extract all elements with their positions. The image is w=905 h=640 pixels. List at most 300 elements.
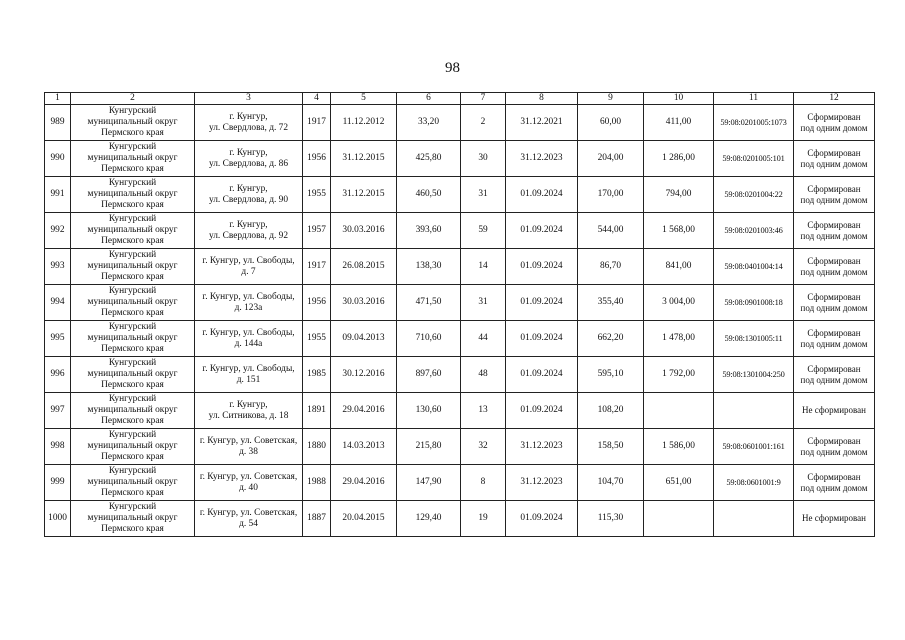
cell-line: Сформирован [807,292,861,303]
column-header-5: 5 [331,93,397,105]
cell-number [45,141,71,177]
cell-line: д. 7 [241,266,256,277]
cell-line: ул. Свердлова, д. 92 [208,230,289,241]
cell-line: под одним домом [800,374,868,385]
table-row [45,105,875,141]
cell-municipality [71,285,195,321]
cell-area [397,105,461,141]
cell-line: 1 286,00 [662,153,695,164]
cell-line: 1985 [307,369,326,380]
cell-line: 59:08:1301005:11 [724,333,783,343]
cell-line: под одним домом [800,230,868,241]
cell-line: 59:08:0201004:22 [724,189,783,199]
cell-date-recognized [331,465,397,501]
cell-line: 710,60 [415,333,442,344]
cell-year-built [303,501,331,537]
cell-area [397,465,461,501]
table-row [45,465,875,501]
cell-plot-area [644,393,714,429]
cell-line: ул. Ситникова, д. 18 [208,410,289,421]
cell-line: Кунгурский [108,502,157,513]
cell-plot-status [794,105,875,141]
cell-area [397,429,461,465]
cell-line: 147,90 [415,477,442,488]
cell-line: 2 [480,117,486,128]
cell-line: муниципальный округ [87,153,178,164]
cell-line: г. Кунгур, ул. Советская, [199,471,298,482]
cell-land-area [578,429,644,465]
cell-line: 1957 [307,225,326,236]
cell-line: 86,70 [599,261,622,272]
cell-line: 1 792,00 [662,369,695,380]
cell-line: муниципальный округ [87,333,178,344]
cell-cadastral-number [714,249,794,285]
cell-plot-status [794,501,875,537]
column-header-7: 7 [461,93,506,105]
cell-line: 108,20 [597,405,624,416]
cell-line: ул. Свердлова, д. 86 [208,158,289,169]
cell-line: Не сформирован [802,513,866,524]
cell-line: 59:08:1301004:250 [722,369,785,379]
cell-number [45,285,71,321]
cell-line: 215,80 [415,441,442,452]
cell-planned-date [506,141,578,177]
page-number: 98 [445,60,460,76]
cell-line: г. Кунгур, ул. Советская, [199,507,298,518]
cell-plot-area [644,357,714,393]
table-row [45,141,875,177]
cell-residents [461,105,506,141]
cell-plot-status [794,321,875,357]
cell-planned-date [506,249,578,285]
cell-line: 1988 [307,477,326,488]
cell-line: 60,00 [599,117,622,128]
cell-line: 31 [478,297,488,308]
cell-line: 31.12.2015 [342,189,385,200]
cell-planned-date [506,213,578,249]
cell-address [195,501,303,537]
cell-residents [461,213,506,249]
cell-land-area [578,465,644,501]
cell-year-built [303,141,331,177]
cell-area [397,285,461,321]
cell-line: 09.04.2013 [342,333,385,344]
cell-date-recognized [331,213,397,249]
cell-plot-status [794,285,875,321]
cell-municipality [71,393,195,429]
cell-line: 19 [478,513,488,524]
table-header [45,93,875,105]
cell-line: г. Кунгур, [229,219,268,230]
cell-plot-area [644,501,714,537]
cell-number [45,465,71,501]
cell-cadastral-number [714,357,794,393]
cell-number [45,177,71,213]
cell-land-area [578,213,644,249]
cell-planned-date [506,465,578,501]
cell-line: 992 [50,225,65,236]
cell-area [397,321,461,357]
cell-line: 1891 [307,405,326,416]
cell-line: под одним домом [800,158,868,169]
cell-plot-status [794,141,875,177]
cell-date-recognized [331,357,397,393]
cell-planned-date [506,285,578,321]
cell-cadastral-number [714,429,794,465]
cell-line: 29.04.2016 [342,477,385,488]
cell-line: 651,00 [665,477,692,488]
cell-line: 01.09.2024 [520,333,563,344]
cell-cadastral-number [714,213,794,249]
cell-line: 999 [50,477,65,488]
cell-address [195,177,303,213]
cell-municipality [71,141,195,177]
cell-municipality [71,429,195,465]
cell-area [397,249,461,285]
cell-line: муниципальный округ [87,441,178,452]
cell-line: 01.09.2024 [520,261,563,272]
cell-line: 30.12.2016 [342,369,385,380]
cell-year-built [303,213,331,249]
cell-plot-area [644,465,714,501]
cell-line: 14 [478,261,488,272]
cell-line: Пермского края [101,487,164,498]
cell-land-area [578,141,644,177]
cell-line: 990 [50,153,65,164]
cell-line: д. 54 [239,518,258,529]
table-row [45,429,875,465]
cell-line: под одним домом [800,122,868,133]
cell-residents [461,357,506,393]
cell-line: 989 [50,117,65,128]
cell-date-recognized [331,285,397,321]
cell-line: Кунгурский [108,286,157,297]
cell-line: г. Кунгур, [229,183,268,194]
cell-plot-area [644,177,714,213]
cell-line: под одним домом [800,446,868,457]
cell-line: 994 [50,297,65,308]
cell-line: 29.04.2016 [342,405,385,416]
cell-line: 471,50 [415,297,442,308]
cell-line: 1887 [307,513,326,524]
cell-line: 1955 [307,333,326,344]
cell-area [397,177,461,213]
cell-year-built [303,177,331,213]
cell-line: муниципальный округ [87,261,178,272]
cell-cadastral-number [714,177,794,213]
cell-date-recognized [331,321,397,357]
cell-line: 129,40 [415,513,442,524]
cell-line: 30 [478,153,488,164]
cell-cadastral-number [714,141,794,177]
cell-line: Кунгурский [108,106,157,117]
cell-area [397,213,461,249]
cell-line: 130,60 [415,405,442,416]
cell-line: 59:08:0901008:18 [724,297,783,307]
cell-line: ул. Свердлова, д. 72 [208,122,289,133]
cell-plot-status [794,249,875,285]
cell-line: 26.08.2015 [342,261,385,272]
cell-cadastral-number [714,501,794,537]
cell-line: 01.09.2024 [520,297,563,308]
cell-address [195,285,303,321]
cell-line: 1956 [307,297,326,308]
cell-line: Сформирован [807,148,861,159]
cell-line: Кунгурский [108,430,157,441]
cell-municipality [71,501,195,537]
cell-line: под одним домом [800,266,868,277]
cell-land-area [578,393,644,429]
table-row [45,393,875,429]
cell-residents [461,177,506,213]
cell-line: под одним домом [800,338,868,349]
cell-number [45,357,71,393]
cell-planned-date [506,501,578,537]
cell-year-built [303,105,331,141]
cell-line: муниципальный округ [87,117,178,128]
cell-line: Кунгурский [108,178,157,189]
cell-municipality [71,249,195,285]
column-header-8: 8 [506,93,578,105]
table-row [45,177,875,213]
cell-line: 33,20 [417,117,440,128]
cell-year-built [303,321,331,357]
cell-line: г. Кунгур, [229,399,268,410]
cell-date-recognized [331,393,397,429]
cell-line: 355,40 [597,297,624,308]
cell-year-built [303,249,331,285]
cell-plot-status [794,465,875,501]
cell-line: 01.09.2024 [520,189,563,200]
cell-address [195,393,303,429]
cell-area [397,141,461,177]
cell-line: 995 [50,333,65,344]
cell-line: 20.04.2015 [342,513,385,524]
cell-line: Пермского края [101,235,164,246]
cell-address [195,249,303,285]
cell-plot-status [794,213,875,249]
cell-line: 544,00 [597,225,624,236]
cell-cadastral-number [714,465,794,501]
cell-line: Пермского края [101,379,164,390]
cell-line: 425,80 [415,153,442,164]
cell-line: 31.12.2023 [520,441,563,452]
cell-line: 59:08:0601001:9 [726,477,781,487]
cell-line: д. 144а [234,338,263,349]
cell-line: Кунгурский [108,250,157,261]
cell-line: 01.09.2024 [520,225,563,236]
cell-line: 1000 [48,513,67,524]
cell-line: 138,30 [415,261,442,272]
cell-number [45,501,71,537]
cell-planned-date [506,177,578,213]
cell-line: 104,70 [597,477,624,488]
cell-line: 1 478,00 [662,333,695,344]
cell-line: г. Кунгур, [229,111,268,122]
table-body [45,105,875,537]
cell-line: Сформирован [807,472,861,483]
cell-residents [461,321,506,357]
table-row [45,501,875,537]
cell-line: Пермского края [101,307,164,318]
cell-line: 170,00 [597,189,624,200]
cell-line: Сформирован [807,436,861,447]
cell-address [195,321,303,357]
cell-municipality [71,213,195,249]
cell-line: муниципальный округ [87,405,178,416]
table-row [45,321,875,357]
cell-line: 32 [478,441,488,452]
cell-line: д. 38 [239,446,258,457]
cell-line: Не сформирован [802,405,866,416]
cell-line: 1880 [307,441,326,452]
cell-municipality [71,357,195,393]
cell-plot-area [644,429,714,465]
cell-date-recognized [331,501,397,537]
cell-line: г. Кунгур, ул. Свободы, [202,255,295,266]
cell-line: под одним домом [800,482,868,493]
cell-line: 841,00 [665,261,692,272]
cell-line: Сформирован [807,256,861,267]
cell-planned-date [506,429,578,465]
cell-line: Пермского края [101,523,164,534]
column-header-10: 10 [644,93,714,105]
cell-line: 30.03.2016 [342,225,385,236]
cell-line: Пермского края [101,271,164,282]
cell-line: 8 [480,477,486,488]
cell-line: муниципальный округ [87,225,178,236]
cell-line: 996 [50,369,65,380]
cell-area [397,393,461,429]
cell-line: 31 [478,189,488,200]
cell-municipality [71,105,195,141]
cell-residents [461,249,506,285]
cell-line: г. Кунгур, ул. Свободы, [202,291,295,302]
cell-residents [461,465,506,501]
cell-date-recognized [331,249,397,285]
cell-line: 662,20 [597,333,624,344]
cell-line: 158,50 [597,441,624,452]
cell-date-recognized [331,177,397,213]
cell-number [45,249,71,285]
cell-line: Пермского края [101,199,164,210]
cell-line: 1956 [307,153,326,164]
cell-plot-area [644,321,714,357]
table-row [45,357,875,393]
table-row [45,213,875,249]
cell-plot-status [794,357,875,393]
cell-line: 01.09.2024 [520,405,563,416]
cell-line: 31.12.2023 [520,477,563,488]
housing-table [44,92,875,537]
cell-line: Пермского края [101,127,164,138]
cell-address [195,105,303,141]
cell-address [195,465,303,501]
cell-land-area [578,105,644,141]
cell-plot-area [644,285,714,321]
cell-line: Сформирован [807,364,861,375]
cell-number [45,321,71,357]
cell-line: муниципальный округ [87,189,178,200]
cell-planned-date [506,357,578,393]
cell-line: 993 [50,261,65,272]
cell-land-area [578,321,644,357]
cell-line: 59:08:0401004:14 [724,261,783,271]
cell-line: 14.03.2013 [342,441,385,452]
cell-number [45,393,71,429]
cell-line: Кунгурский [108,466,157,477]
cell-cadastral-number [714,285,794,321]
cell-line: 30.03.2016 [342,297,385,308]
cell-line: 3 004,00 [662,297,695,308]
cell-line: 31.12.2015 [342,153,385,164]
cell-line: 794,00 [665,189,692,200]
cell-year-built [303,357,331,393]
cell-area [397,357,461,393]
cell-address [195,141,303,177]
cell-line: 44 [478,333,488,344]
cell-line: 59:08:0201003:46 [724,225,783,235]
column-header-3: 3 [195,93,303,105]
cell-plot-status [794,393,875,429]
cell-number [45,105,71,141]
cell-line: Пермского края [101,163,164,174]
cell-line: 1917 [307,117,326,128]
cell-line: 31.12.2021 [520,117,563,128]
cell-planned-date [506,105,578,141]
cell-line: 204,00 [597,153,624,164]
column-header-1: 1 [45,93,71,105]
cell-residents [461,393,506,429]
cell-line: 115,30 [597,513,624,524]
cell-plot-area [644,141,714,177]
column-header-2: 2 [71,93,195,105]
cell-line: г. Кунгур, ул. Свободы, [202,327,295,338]
cell-line: Сформирован [807,220,861,231]
column-header-12: 12 [794,93,875,105]
cell-line: Сформирован [807,184,861,195]
cell-line: 997 [50,405,65,416]
table-row [45,285,875,321]
cell-planned-date [506,321,578,357]
cell-address [195,357,303,393]
cell-residents [461,429,506,465]
column-header-4: 4 [303,93,331,105]
cell-year-built [303,429,331,465]
cell-line: под одним домом [800,302,868,313]
cell-address [195,213,303,249]
column-header-11: 11 [714,93,794,105]
cell-planned-date [506,393,578,429]
cell-line: Пермского края [101,451,164,462]
cell-line: д. 40 [239,482,258,493]
cell-line: 1955 [307,189,326,200]
cell-line: 11.12.2012 [342,117,385,128]
cell-line: 1 586,00 [662,441,695,452]
cell-cadastral-number [714,393,794,429]
cell-line: 48 [478,369,488,380]
cell-line: 991 [50,189,65,200]
cell-line: 13 [478,405,488,416]
cell-land-area [578,177,644,213]
cell-line: 59:08:0201005:101 [722,153,785,163]
cell-year-built [303,285,331,321]
cell-municipality [71,177,195,213]
cell-plot-status [794,429,875,465]
cell-line: под одним домом [800,194,868,205]
cell-line: 595,10 [597,369,624,380]
cell-line: Пермского края [101,415,164,426]
